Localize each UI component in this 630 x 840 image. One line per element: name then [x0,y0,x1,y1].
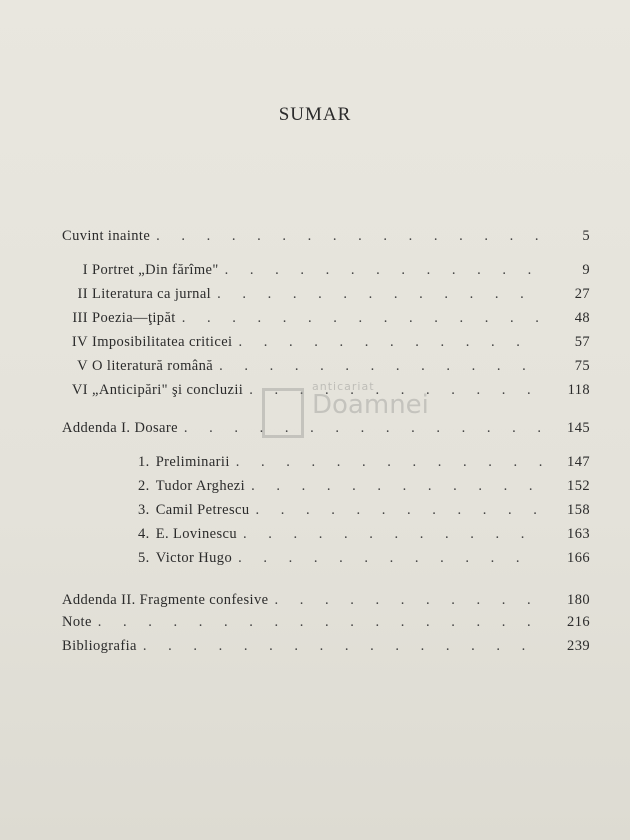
toc-entry-label: Literatura ca jurnal [92,286,212,302]
leader-dots [274,592,542,609]
toc-entry-page: 180 [567,592,590,608]
toc-subentry [138,502,590,524]
toc-entry [62,592,590,614]
toc-entry-page: 152 [567,478,590,494]
toc-entry [62,358,590,380]
toc-entry [62,614,590,636]
leader-dots [184,420,542,437]
toc-entry-label: Portret „Din fărîme" [92,262,219,278]
toc-entry-number: 5. [138,550,150,566]
toc-entry-number: 4. [138,526,150,542]
toc-entry [62,286,590,308]
toc-entry [62,262,590,284]
toc-entry [62,334,590,356]
toc-entry-label: Tudor Arghezi [155,478,246,494]
toc-entry [62,310,590,332]
toc-entry-number: VI [71,382,88,398]
toc-entry-number: 2. [138,478,150,494]
leader-dots [236,454,542,471]
toc-entry-page: 239 [567,638,590,654]
toc-entry-page: 75 [574,358,590,374]
leader-dots [251,478,542,495]
toc-subentry [138,478,590,500]
leader-dots [238,334,542,351]
toc-entry-page: 216 [567,614,590,630]
toc-entry-label: Addenda II. Fragmente confesive [62,592,269,608]
toc-entry-number: II [77,286,88,302]
toc-entry-label: Note [62,614,92,630]
leader-dots [182,310,542,327]
toc-entry-label: Bibliografia [62,638,137,654]
toc-entry-number: V [77,358,88,374]
toc-entry-page: 9 [582,262,590,278]
toc-entry-number: IV [71,334,88,350]
toc-entry-label: Imposibilitatea criticei [92,334,233,350]
leader-dots [238,550,542,567]
toc-entry-label: Poezia—ţipăt [92,310,176,326]
toc-entry-label: Camil Petrescu [155,502,250,518]
toc-entry-label: „Anticipări" şi concluzii [92,382,244,398]
leader-dots [225,262,542,279]
toc-entry-number: III [72,310,88,326]
toc-entry-label: Preliminarii [155,454,230,470]
toc-subentry [138,550,590,572]
leader-dots [143,638,542,655]
toc-entry-label: E. Lovinescu [155,526,237,542]
toc-entry [62,420,590,442]
toc-entry-page: 158 [567,502,590,518]
toc-entry [62,228,590,250]
leader-dots [255,502,542,519]
watermark-line2: Doamnei [312,390,429,420]
toc-entry-page: 27 [574,286,590,302]
toc-entry-page: 147 [567,454,590,470]
toc-entry-number: 1. [138,454,150,470]
leader-dots [98,614,542,631]
toc-entry-page: 145 [567,420,590,436]
toc-entry-page: 166 [567,550,590,566]
leader-dots [243,526,542,543]
toc-entry-page: 57 [574,334,590,350]
toc-entry [62,382,590,404]
toc-entry-number: I [82,262,88,278]
toc-entry-label: Addenda I. Dosare [62,420,178,436]
leader-dots [217,286,542,303]
toc-entry-page: 163 [567,526,590,542]
toc-subentry [138,454,590,476]
leader-dots [249,382,542,399]
watermark-line1: anticariat [312,380,375,393]
toc-entry-page: 48 [574,310,590,326]
leader-dots [156,228,542,245]
toc-subentry [138,526,590,548]
toc-entry-page: 118 [567,382,590,398]
toc-entry-label: O literatură română [92,358,214,374]
toc-entry-number: 3. [138,502,150,518]
toc-entry [62,638,590,660]
toc-entry-page: 5 [582,228,590,244]
toc-entry-label: Victor Hugo [155,550,233,566]
toc-entry-label: Cuvint inainte [62,228,151,244]
leader-dots [219,358,542,375]
page-title: SUMAR [278,104,352,125]
